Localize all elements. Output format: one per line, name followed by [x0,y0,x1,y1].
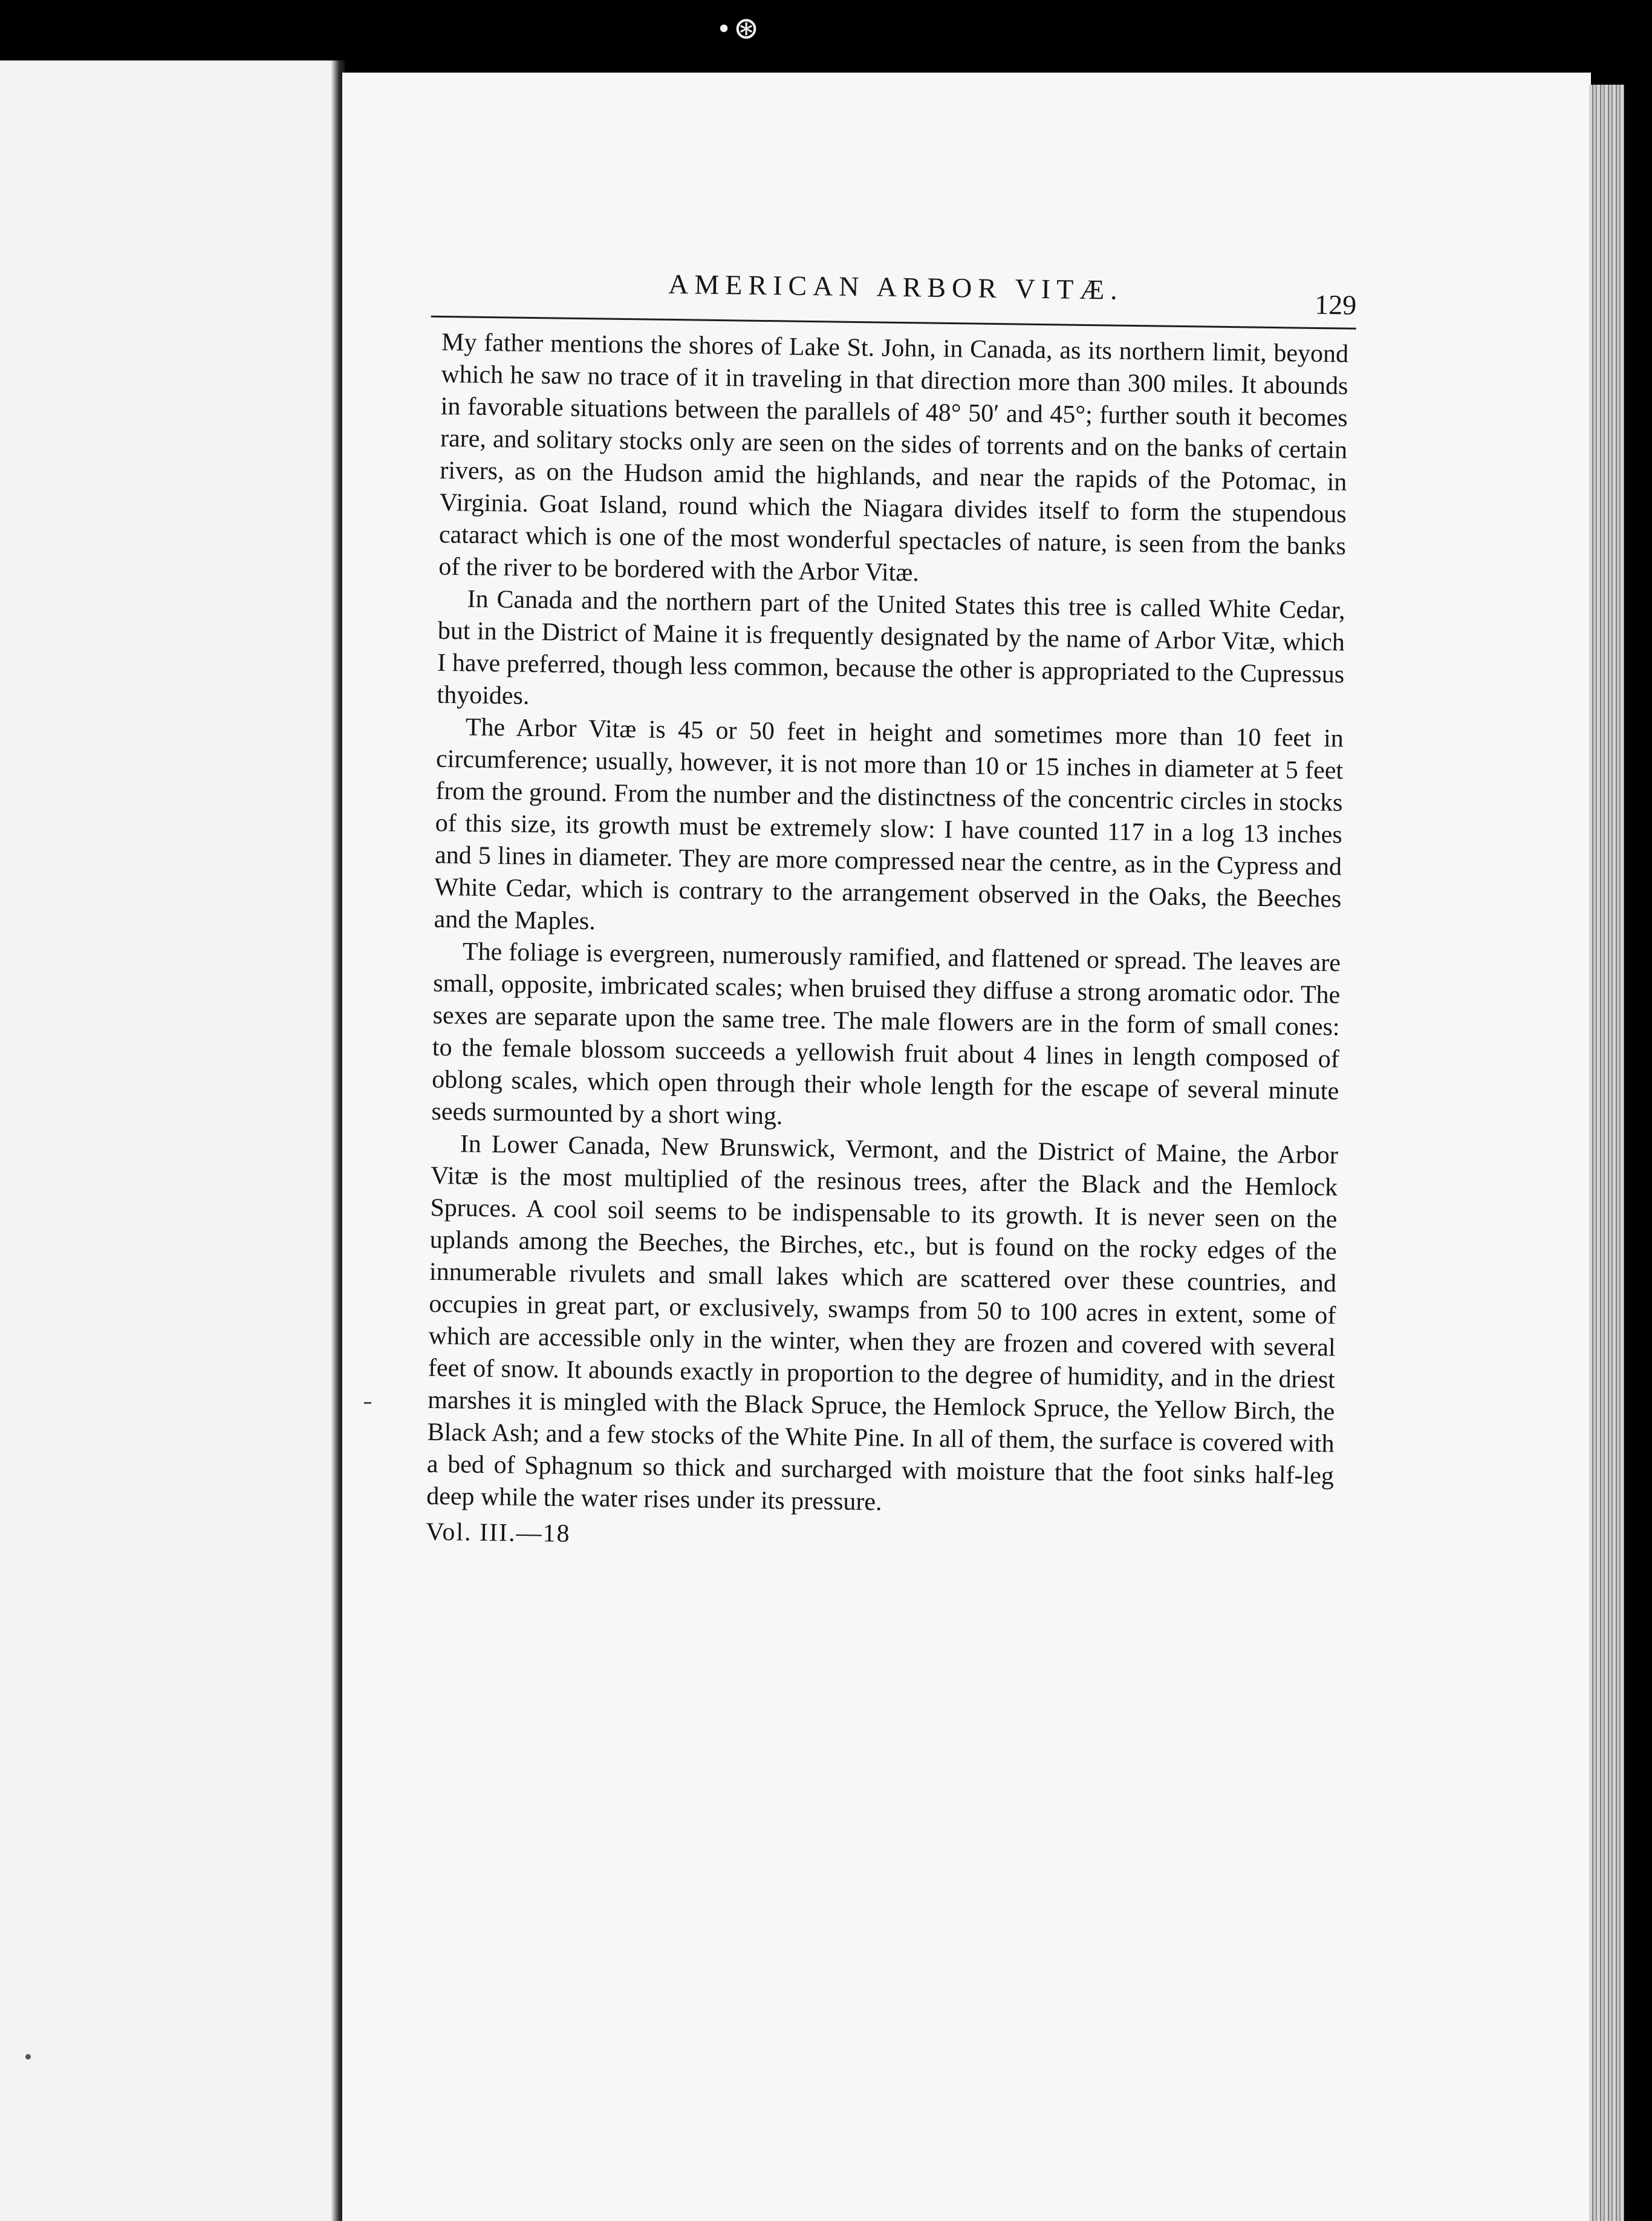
page-number: 129 [1314,289,1357,321]
text-block [426,260,1357,1560]
paragraph: In Lower Canada, New Brunswick, Vermont, and the District of Maine, the Arbor Vitæ is the most multiplied of the resinous trees, after the Black and the Hemlock Spruces. A cool soil seems to be indispensable to its growth. It is never seen on the uplands among the Beeches, the Birches, etc., but is found on the rocky edges of the innumerable rivulets and small lakes which are scattered over these countries, and occupies in great part, or exclusively, swamps from 50 to 100 acres in extent, some of which are accessible only in the winter, when they are frozen and covered with several feet of snow. It abounds exactly in proportion to the degree of humidity, and in the driest marshes it is mingled with the Black Spruce, the Hemlock Spruce, the Yellow Birch, the Black Ash; and a few stocks of the White Pine. In all of them, the surface is covered with a bed of Sphagnum so thick and surcharged with moisture that the foot sinks half-leg deep while the water rises under its pressure. [426,1130,1339,1516]
facing-blank-page [0,60,336,2221]
page-header [442,260,1357,339]
paragraph: The foliage is evergreen, numerously ramified, and flattened or spread. The leaves are small, opposite, imbricated scales; when bruised they diffuse a strong aromatic odor. The sexes are separate upon the same tree. The male flowers are in the form of small cones: to the female blossom succeeds a yellowish fruit about 4 lines in length composed of oblong scales, which open through their whole length for the escape of several minute seeds surmounted by a short wing. [431,938,1341,1130]
page-edges [1589,85,1624,2221]
paragraph: In Canada and the northern part of the United States this tree is called White Cedar, but in the District of Maine it is frequently designated by the name of Arbor Vitæ, which I have preferred, though less common, because the other is appropriated to the Cupressus thyoides. [437,585,1345,710]
header-rule [431,316,1356,330]
paragraph: My father mentions the shores of Lake St. John, in Canada, as its northern limit, beyond which he saw no trace of it in traveling in that direction more than 300 miles. It abounds in favorable situations between the parallels of 48° 50′ and 45°; further south it becomes rare, and solitary stocks only are seen on the sides of torrents and on the banks of certain rivers, as on the Hudson amid the highlands, and near the rapids of the Potomac, in Virginia. Goat Island, round which the Niagara divides itself to form the stupendous cataract which is one of the most wonderful spectacles of nature, is seen from the banks of the river to be bordered with the Arbor Vitæ. [438,328,1349,587]
scan-marks: •⊛ [718,11,763,46]
dust-speck [25,2054,31,2060]
paragraph: The Arbor Vitæ is 45 or 50 feet in height and sometimes more than 10 feet in circumference; usually, however, it is not more than 10 or 15 inches in diameter at 5 feet from the ground. From the number and the distinctness of the concentric circles in stocks of this size, its growth must be extremely slow: I have counted 117 in a log 13 inches and 5 lines in diameter. They are more compressed near the centre, as in the Cypress and White Cedar, which is contrary to the arrangement observed in the Oaks, the Beeches and the Maples. [434,713,1344,936]
signature-mark: Vol. III.—18 [426,1518,571,1548]
running-head: AMERICAN ARBOR VITÆ. [668,268,1124,305]
margin-mark [364,1402,371,1404]
